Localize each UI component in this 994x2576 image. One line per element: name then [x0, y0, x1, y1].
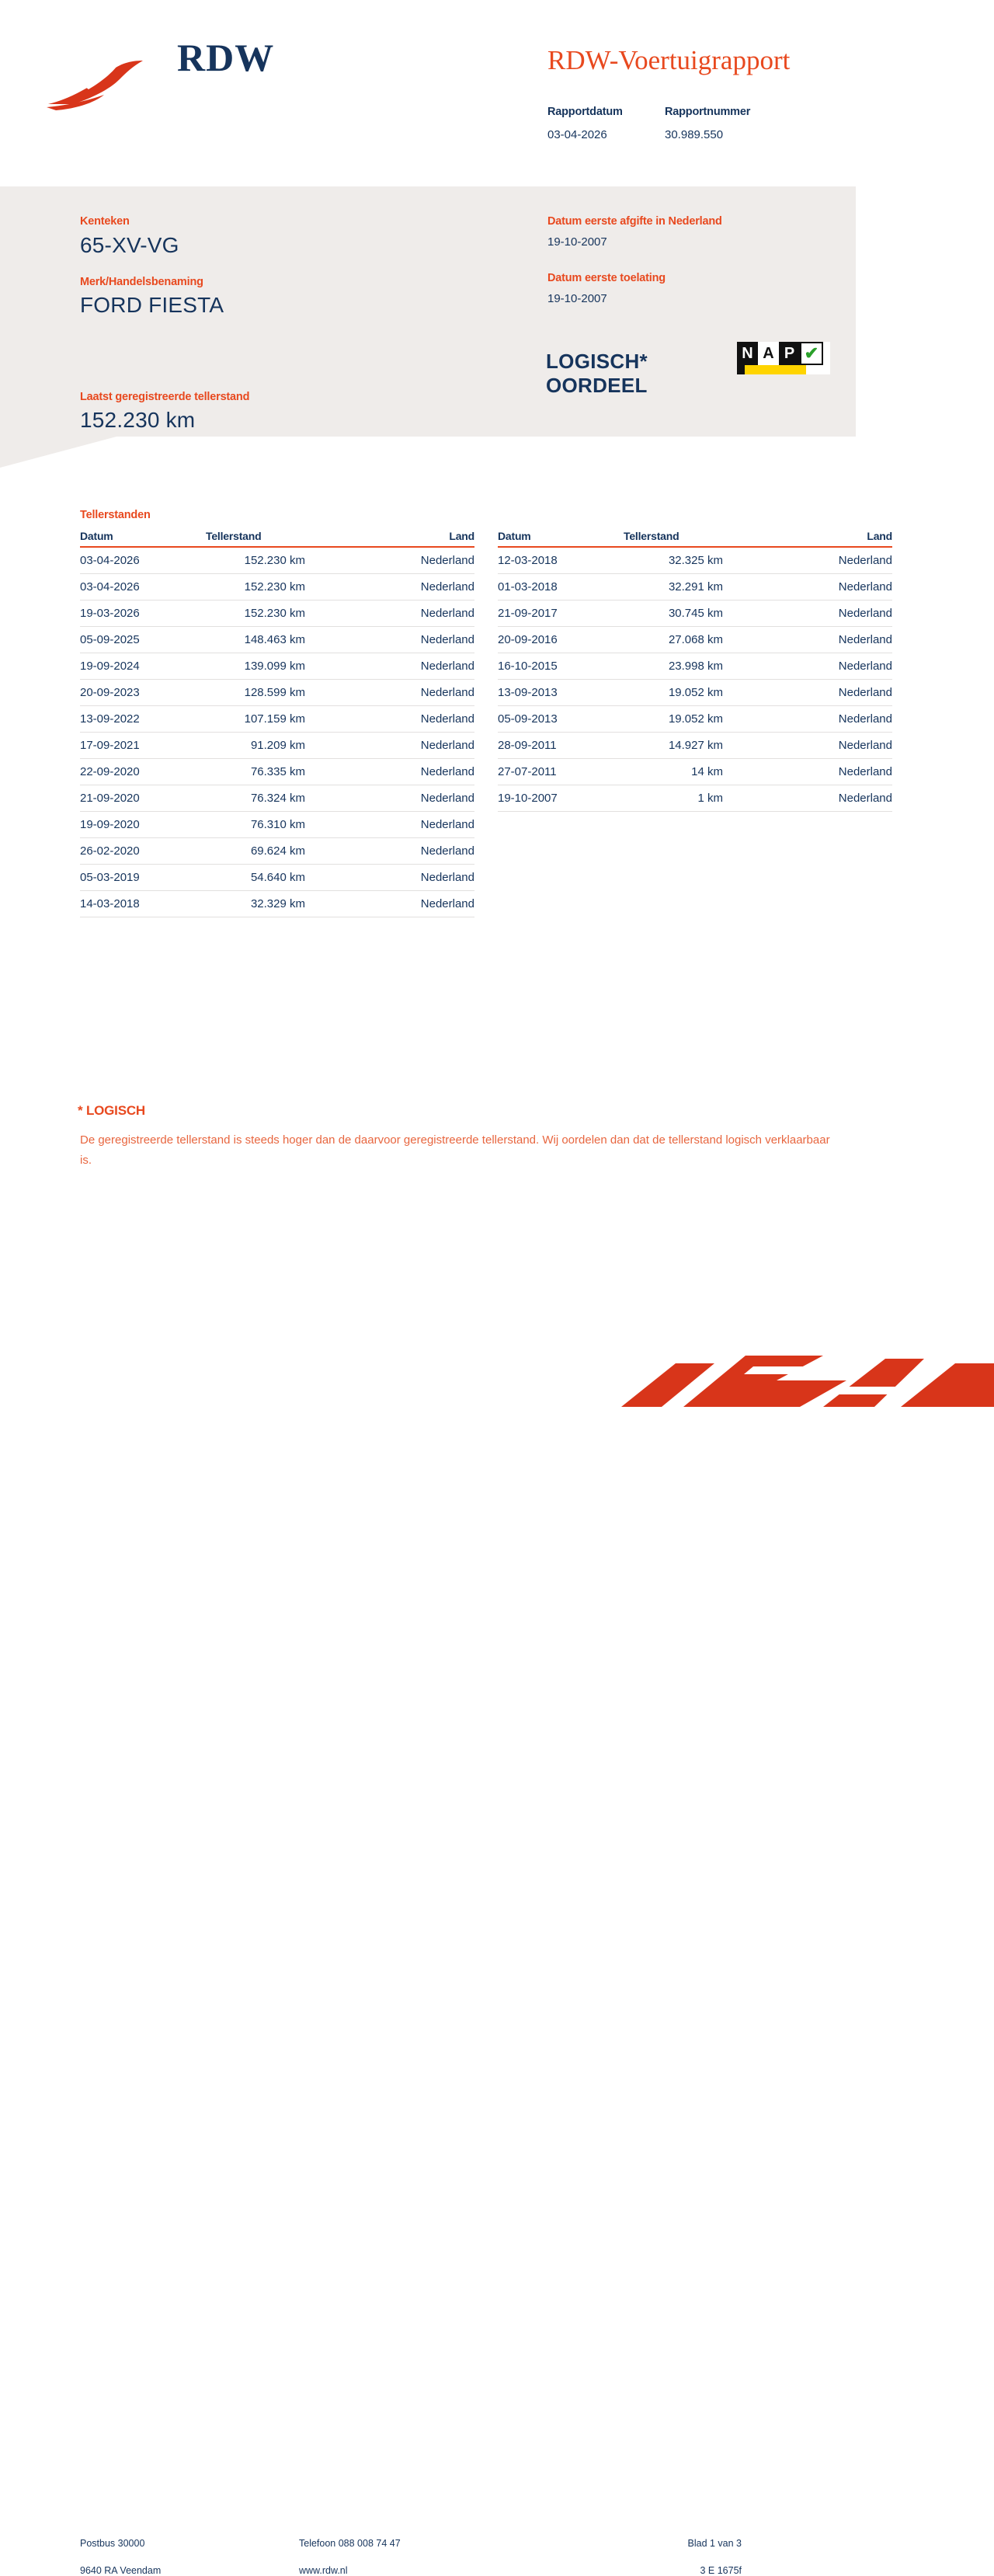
cell-tellerstand: 32.329 km — [204, 891, 352, 917]
document-footer — [0, 1266, 994, 2576]
cell-tellerstand: 1 km — [622, 785, 770, 812]
table-row — [498, 706, 892, 733]
table-row — [498, 785, 892, 812]
footer-page-number: Blad 1 van 3 — [687, 2538, 742, 2549]
cell-land: Nederland — [352, 600, 474, 627]
table-row — [498, 653, 892, 680]
cell-land: Nederland — [352, 785, 474, 812]
cell-datum: 03-04-2026 — [80, 547, 204, 574]
cell-land: Nederland — [352, 759, 474, 785]
merk-value: FORD FIESTA — [80, 293, 224, 317]
report-date-value: 03-04-2026 — [547, 128, 607, 141]
footer-phone: Telefoon 088 008 74 47 — [299, 2538, 401, 2549]
cell-datum: 19-03-2026 — [80, 600, 204, 627]
cell-land: Nederland — [352, 653, 474, 680]
cell-land: Nederland — [770, 547, 892, 574]
cell-land: Nederland — [770, 574, 892, 600]
cell-tellerstand: 32.291 km — [622, 574, 770, 600]
footer-graphic-icon — [590, 1332, 994, 1407]
cell-datum: 21-09-2020 — [80, 785, 204, 812]
cell-land: Nederland — [352, 706, 474, 733]
table-row — [498, 600, 892, 627]
cell-tellerstand: 14.927 km — [622, 733, 770, 759]
cell-tellerstand: 69.624 km — [204, 838, 352, 865]
cell-tellerstand: 19.052 km — [622, 706, 770, 733]
nap-letter-n: N — [737, 342, 758, 365]
cell-tellerstand: 76.310 km — [204, 812, 352, 838]
cell-tellerstand: 54.640 km — [204, 865, 352, 891]
nap-logo — [737, 342, 830, 374]
cell-datum: 17-09-2021 — [80, 733, 204, 759]
footnote-body: De geregistreerde tellerstand is steeds hoger dan de daarvoor geregistreerde tellerstand. Wij oordelen dan dat de tellerstand logisch verklaarbaar is. — [80, 1133, 830, 1168]
cell-datum: 21-09-2017 — [498, 600, 622, 627]
table-row — [80, 785, 474, 812]
cell-datum: 01-03-2018 — [498, 574, 622, 600]
column-header-datum: Datum — [498, 528, 622, 547]
cell-tellerstand: 148.463 km — [204, 627, 352, 653]
odometer-table-left — [80, 528, 474, 917]
check-icon: ✔ — [800, 342, 823, 365]
kenteken-value: 65-XV-VG — [80, 233, 179, 257]
cell-datum: 05-03-2019 — [80, 865, 204, 891]
cell-datum: 16-10-2015 — [498, 653, 622, 680]
table-row — [80, 706, 474, 733]
cell-tellerstand: 107.159 km — [204, 706, 352, 733]
cell-tellerstand: 139.099 km — [204, 653, 352, 680]
cell-land: Nederland — [352, 891, 474, 917]
table-row — [498, 574, 892, 600]
column-header-land: Land — [352, 528, 474, 547]
verdict-block — [546, 350, 648, 397]
cell-datum: 03-04-2026 — [80, 574, 204, 600]
verdict-line-1: LOGISCH* — [546, 350, 648, 373]
odometer-table-right — [498, 528, 892, 812]
cell-tellerstand: 76.324 km — [204, 785, 352, 812]
first-issue-nl-value: 19-10-2007 — [547, 235, 607, 249]
cell-tellerstand: 19.052 km — [622, 680, 770, 706]
cell-land: Nederland — [770, 653, 892, 680]
merk-label: Merk/Handelsbenaming — [80, 276, 203, 288]
first-issue-nl-label: Datum eerste afgifte in Nederland — [547, 215, 722, 228]
cell-datum: 13-09-2013 — [498, 680, 622, 706]
cell-datum: 20-09-2023 — [80, 680, 204, 706]
nap-letter-a: A — [758, 342, 779, 365]
cell-tellerstand: 152.230 km — [204, 547, 352, 574]
cell-datum: 19-10-2007 — [498, 785, 622, 812]
cell-tellerstand: 76.335 km — [204, 759, 352, 785]
cell-land: Nederland — [352, 812, 474, 838]
table-row — [80, 838, 474, 865]
table-row — [80, 627, 474, 653]
page-title: RDW-Voertuigrapport — [547, 45, 791, 75]
cell-tellerstand: 152.230 km — [204, 574, 352, 600]
table-row — [498, 759, 892, 785]
table-row — [498, 547, 892, 574]
panel-corner-notch — [0, 437, 116, 468]
nap-letters — [737, 342, 830, 365]
table-row — [498, 680, 892, 706]
cell-land: Nederland — [352, 733, 474, 759]
table-row — [498, 627, 892, 653]
cell-datum: 19-09-2024 — [80, 653, 204, 680]
nap-yellow-bar — [737, 365, 806, 374]
cell-tellerstand: 91.209 km — [204, 733, 352, 759]
cell-land: Nederland — [770, 706, 892, 733]
cell-tellerstand: 23.998 km — [622, 653, 770, 680]
column-header-tellerstand: Tellerstand — [622, 528, 770, 547]
rdw-logo-icon — [45, 56, 146, 112]
cell-datum: 26-02-2020 — [80, 838, 204, 865]
cell-datum: 20-09-2016 — [498, 627, 622, 653]
table-row — [80, 600, 474, 627]
cell-land: Nederland — [352, 547, 474, 574]
report-number-label: Rapportnummer — [665, 106, 751, 118]
cell-tellerstand: 14 km — [622, 759, 770, 785]
cell-datum: 14-03-2018 — [80, 891, 204, 917]
table-row — [80, 812, 474, 838]
cell-tellerstand: 32.325 km — [622, 547, 770, 574]
table-row — [498, 733, 892, 759]
cell-land: Nederland — [352, 680, 474, 706]
odometer-section-title: Tellerstanden — [80, 509, 151, 521]
cell-land: Nederland — [770, 785, 892, 812]
footnote-title: * LOGISCH — [78, 1103, 145, 1118]
cell-land: Nederland — [770, 600, 892, 627]
cell-land: Nederland — [352, 865, 474, 891]
table-row — [80, 733, 474, 759]
footer-website[interactable]: www.rdw.nl — [299, 2565, 348, 2576]
cell-land: Nederland — [770, 680, 892, 706]
cell-tellerstand: 30.745 km — [622, 600, 770, 627]
cell-datum: 19-09-2020 — [80, 812, 204, 838]
cell-tellerstand: 27.068 km — [622, 627, 770, 653]
table-row — [80, 653, 474, 680]
report-number-value: 30.989.550 — [665, 128, 724, 141]
last-odometer-label: Laatst geregistreerde tellerstand — [80, 391, 250, 403]
report-date-label: Rapportdatum — [547, 106, 623, 118]
table-row — [80, 680, 474, 706]
cell-datum: 12-03-2018 — [498, 547, 622, 574]
column-header-datum: Datum — [80, 528, 204, 547]
first-admission-value: 19-10-2007 — [547, 292, 607, 305]
table-row — [80, 891, 474, 917]
rdw-wordmark: RDW — [177, 36, 275, 79]
document-header — [0, 0, 994, 155]
cell-land: Nederland — [352, 574, 474, 600]
cell-land: Nederland — [352, 838, 474, 865]
nap-dark-block — [737, 365, 745, 374]
cell-land: Nederland — [770, 759, 892, 785]
column-header-tellerstand: Tellerstand — [204, 528, 352, 547]
table-row — [80, 574, 474, 600]
table-row — [80, 865, 474, 891]
cell-datum: 05-09-2025 — [80, 627, 204, 653]
cell-tellerstand: 128.599 km — [204, 680, 352, 706]
cell-land: Nederland — [770, 627, 892, 653]
last-odometer-value: 152.230 km — [80, 408, 196, 432]
footer-postbus: Postbus 30000 — [80, 2538, 145, 2549]
cell-land: Nederland — [770, 733, 892, 759]
footer-form-code: 3 E 1675f — [700, 2565, 742, 2576]
cell-datum: 13-09-2022 — [80, 706, 204, 733]
footer-city: 9640 RA Veendam — [80, 2565, 162, 2576]
cell-land: Nederland — [352, 627, 474, 653]
cell-datum: 27-07-2011 — [498, 759, 622, 785]
column-header-land: Land — [770, 528, 892, 547]
cell-datum: 05-09-2013 — [498, 706, 622, 733]
cell-datum: 22-09-2020 — [80, 759, 204, 785]
cell-tellerstand: 152.230 km — [204, 600, 352, 627]
table-header-row — [80, 528, 474, 547]
kenteken-label: Kenteken — [80, 215, 130, 228]
first-admission-label: Datum eerste toelating — [547, 272, 666, 284]
table-header-row — [498, 528, 892, 547]
verdict-line-2: OORDEEL — [546, 373, 648, 397]
table-row — [80, 759, 474, 785]
table-row — [80, 547, 474, 574]
nap-letter-p: P — [779, 342, 800, 365]
cell-datum: 28-09-2011 — [498, 733, 622, 759]
